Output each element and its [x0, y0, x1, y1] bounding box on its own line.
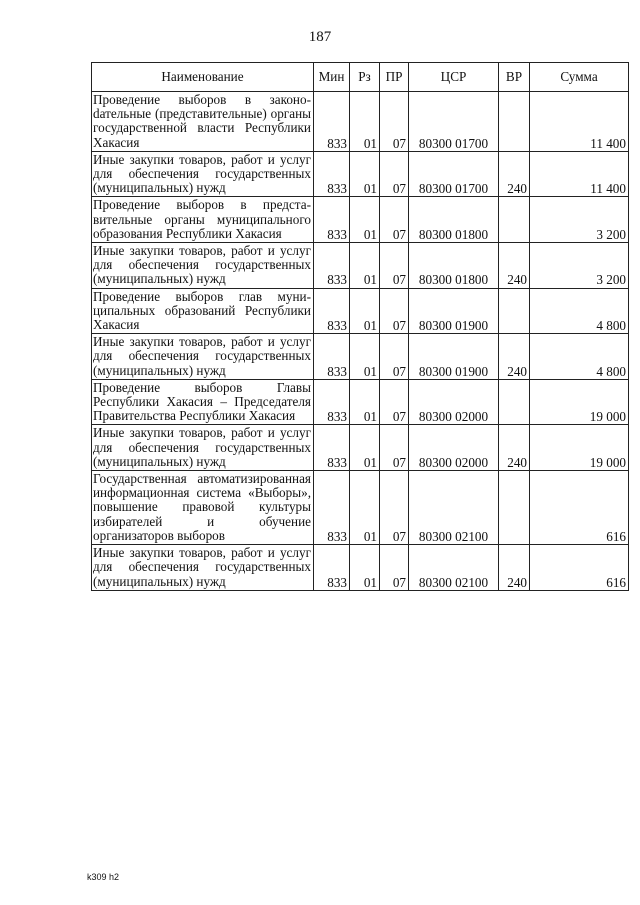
- table-row: [92, 471, 629, 545]
- row-rz: 01: [350, 288, 380, 334]
- row-csr: 80300 01800: [409, 197, 499, 243]
- row-vr: 240: [499, 334, 530, 380]
- header-rz: Рз: [350, 63, 380, 92]
- row-min: 833: [314, 545, 350, 591]
- row-rz: 01: [350, 243, 380, 289]
- row-sum: 19 000: [530, 379, 629, 425]
- footer-code: k309 h2: [87, 872, 120, 882]
- header-sum: Сумма: [530, 63, 629, 92]
- row-csr: 80300 01900: [409, 288, 499, 334]
- table-row: [92, 197, 629, 243]
- row-rz: 01: [350, 197, 380, 243]
- row-sum: 616: [530, 545, 629, 591]
- row-min: 833: [314, 92, 350, 152]
- row-pr: 07: [380, 379, 409, 425]
- row-rz: 01: [350, 471, 380, 545]
- table-row: [92, 243, 629, 289]
- table-row: [92, 334, 629, 380]
- row-name: Проведение выборов глав муниципальных образований Республики Хакасия: [92, 288, 314, 334]
- row-csr: 80300 01700: [409, 151, 499, 197]
- table-header-row: [92, 63, 629, 92]
- row-vr: 240: [499, 545, 530, 591]
- row-name: Государственная автоматизированная информационная система «Выборы», повышение правовой культуры избирателей и обучение организаторов выборов: [92, 471, 314, 545]
- budget-table: [91, 62, 629, 591]
- row-min: 833: [314, 243, 350, 289]
- row-csr: 80300 01900: [409, 334, 499, 380]
- row-vr: [499, 197, 530, 243]
- row-sum: 11 400: [530, 151, 629, 197]
- row-csr: 80300 01700: [409, 92, 499, 152]
- row-vr: [499, 471, 530, 545]
- row-sum: 3 200: [530, 197, 629, 243]
- row-min: 833: [314, 197, 350, 243]
- row-csr: 80300 02000: [409, 379, 499, 425]
- row-pr: 07: [380, 288, 409, 334]
- row-sum: 3 200: [530, 243, 629, 289]
- row-vr: [499, 288, 530, 334]
- row-min: 833: [314, 425, 350, 471]
- header-min: Мин: [314, 63, 350, 92]
- row-name: Иные закупки товаров, работ и услуг для обеспечения государственных (муниципальных) нужд: [92, 151, 314, 197]
- row-min: 833: [314, 334, 350, 380]
- header-csr: ЦСР: [409, 63, 499, 92]
- row-sum: 11 400: [530, 92, 629, 152]
- row-csr: 80300 01800: [409, 243, 499, 289]
- row-rz: 01: [350, 334, 380, 380]
- row-min: 833: [314, 471, 350, 545]
- row-min: 833: [314, 288, 350, 334]
- table-row: [92, 151, 629, 197]
- row-vr: [499, 379, 530, 425]
- row-vr: 240: [499, 243, 530, 289]
- row-rz: 01: [350, 379, 380, 425]
- row-pr: 07: [380, 151, 409, 197]
- row-csr: 80300 02100: [409, 471, 499, 545]
- table-row: [92, 425, 629, 471]
- row-rz: 01: [350, 425, 380, 471]
- row-sum: 19 000: [530, 425, 629, 471]
- page-number: 187: [308, 29, 332, 45]
- row-sum: 616: [530, 471, 629, 545]
- row-name: Проведение выборов в представительные органы муниципального образования Республики Хакасия: [92, 197, 314, 243]
- table-row: [92, 545, 629, 591]
- row-pr: 07: [380, 197, 409, 243]
- row-name: Иные закупки товаров, работ и услуг для обеспечения государственных (муниципальных) нужд: [92, 334, 314, 380]
- row-vr: 240: [499, 151, 530, 197]
- row-sum: 4 800: [530, 334, 629, 380]
- table-row: [92, 288, 629, 334]
- row-sum: 4 800: [530, 288, 629, 334]
- header-vr: ВР: [499, 63, 530, 92]
- row-name: Проведение выборов Главы Республики Хакасия – Председателя Правительства Республики Хакасия: [92, 379, 314, 425]
- row-name: Иные закупки товаров, работ и услуг для обеспечения государственных (муниципальных) нужд: [92, 243, 314, 289]
- row-pr: 07: [380, 334, 409, 380]
- row-pr: 07: [380, 243, 409, 289]
- row-csr: 80300 02100: [409, 545, 499, 591]
- row-vr: 240: [499, 425, 530, 471]
- row-pr: 07: [380, 471, 409, 545]
- row-min: 833: [314, 151, 350, 197]
- row-name: Иные закупки товаров, работ и услуг для обеспечения государственных (муниципальных) нужд: [92, 545, 314, 591]
- row-name: Иные закупки товаров, работ и услуг для обеспечения государственных (муниципальных) нужд: [92, 425, 314, 471]
- row-rz: 01: [350, 545, 380, 591]
- header-pr: ПР: [380, 63, 409, 92]
- row-pr: 07: [380, 545, 409, 591]
- row-pr: 07: [380, 425, 409, 471]
- table-row: [92, 92, 629, 152]
- table-row: [92, 379, 629, 425]
- row-pr: 07: [380, 92, 409, 152]
- row-min: 833: [314, 379, 350, 425]
- row-rz: 01: [350, 92, 380, 152]
- row-name: Проведение выборов в законоdательные (представительные) органы государственной власти Республики Хакасия: [92, 92, 314, 152]
- row-csr: 80300 02000: [409, 425, 499, 471]
- row-vr: [499, 92, 530, 152]
- header-name: Наименование: [92, 63, 314, 92]
- row-rz: 01: [350, 151, 380, 197]
